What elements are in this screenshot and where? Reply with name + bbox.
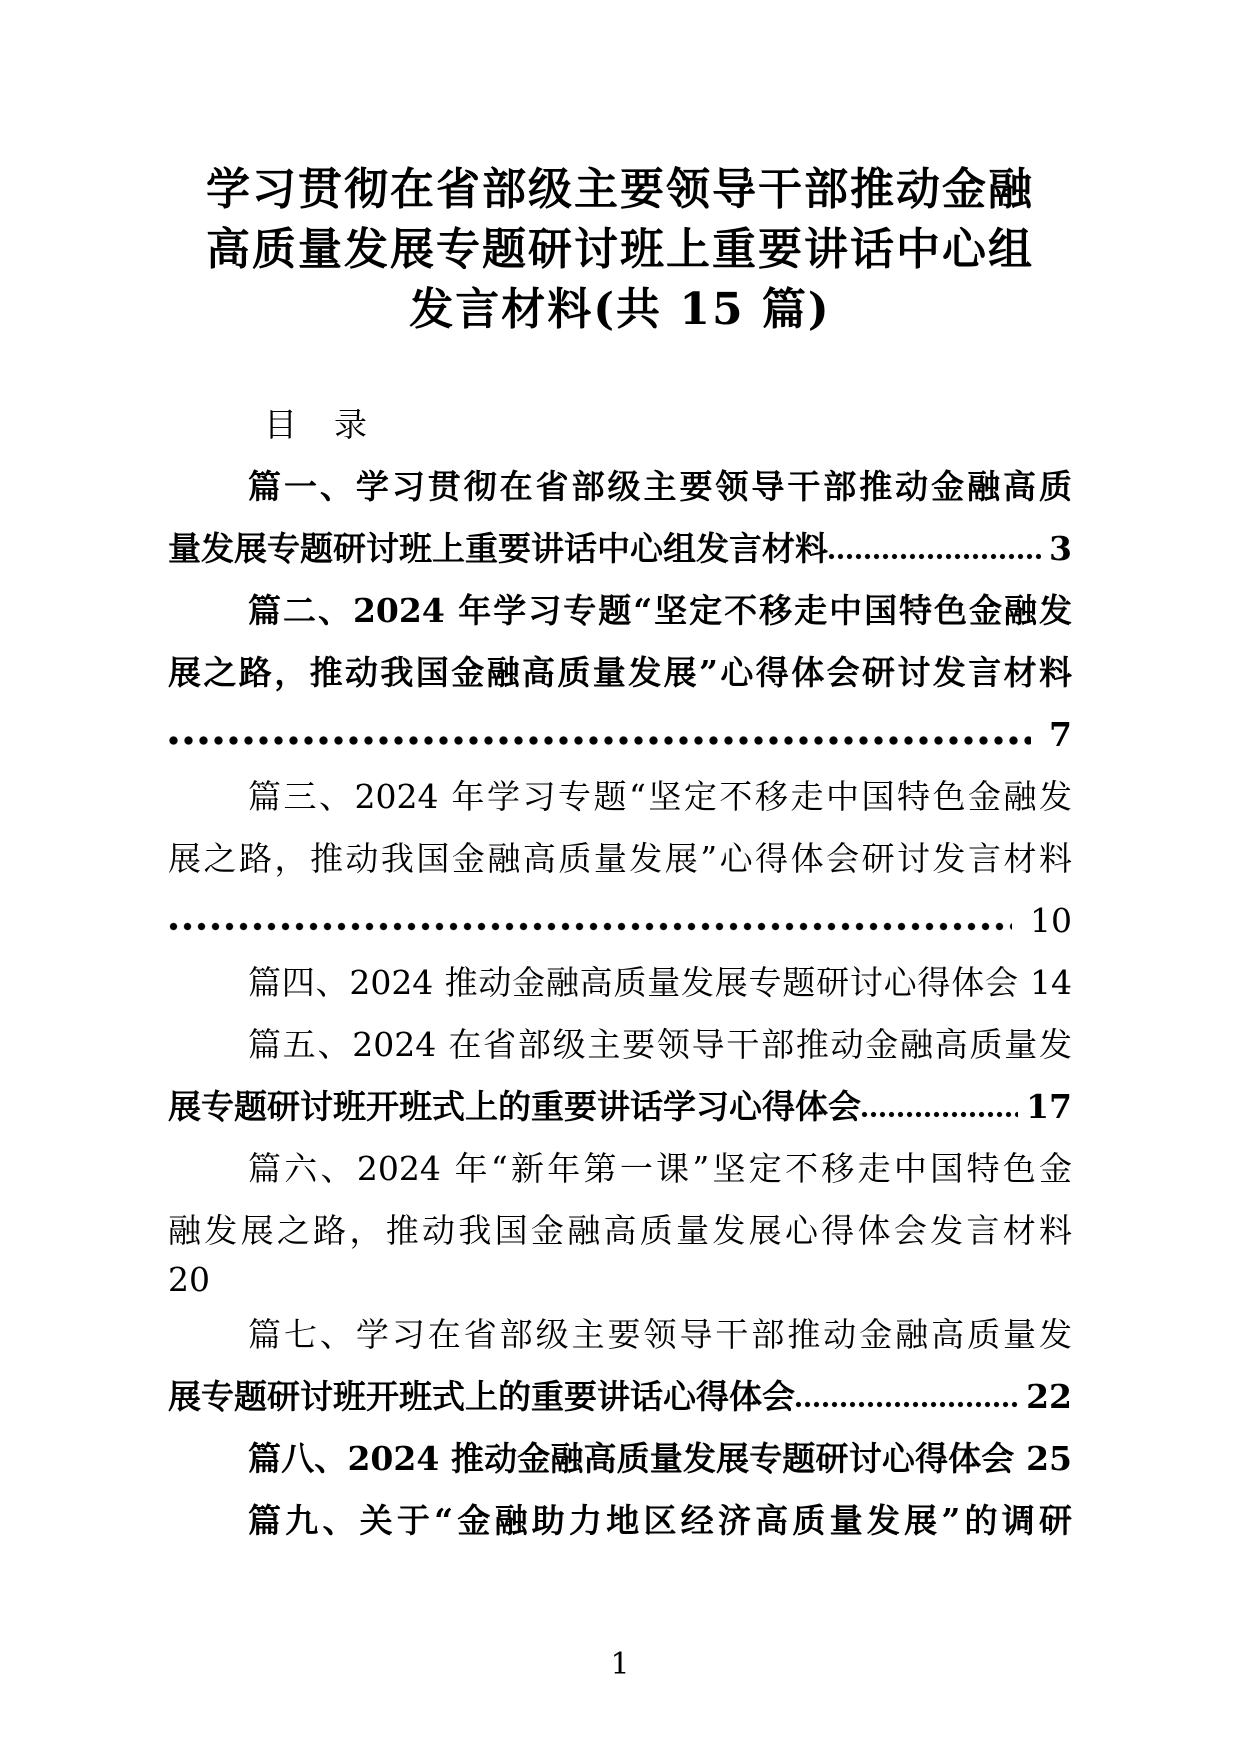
- toc-line: 篇一、学习贯彻在省部级主要领导干部推动金融高质: [248, 467, 1072, 506]
- dot-leader: [828, 553, 1041, 560]
- toc-line-text: 展专题研讨班开班式上的重要讲话心得体会: [168, 1377, 795, 1416]
- document-title: [0, 0, 1240, 340]
- toc-line: 篇八、2024 推动金融高质量发展专题研讨心得体会 25: [248, 1439, 1072, 1478]
- toc-heading: 目 录: [264, 405, 369, 444]
- dot-leader: [795, 1401, 1018, 1408]
- toc-line-text: 量发展专题研讨班上重要讲话中心组发言材料: [168, 529, 828, 568]
- toc-page-number: 10: [1030, 901, 1072, 940]
- toc-line-text: 展专题研讨班开班式上的重要讲话学习心得体会: [168, 1087, 861, 1126]
- toc-line: 篇四、2024 推动金融高质量发展专题研讨心得体会 14: [248, 963, 1072, 1002]
- toc-lines: [168, 456, 1072, 1552]
- toc-line: 融发展之路，推动我国金融高质量发展心得体会发言材料: [168, 1211, 1072, 1250]
- toc-line: 篇九、关于“金融助力地区经济高质量发展”的调研: [248, 1501, 1072, 1540]
- toc-line: 20: [168, 1260, 210, 1299]
- page-number: 1: [610, 1647, 630, 1682]
- title-line-2: 高质量发展专题研讨班上重要讲话中心组: [206, 224, 1034, 275]
- toc-line: 篇六、2024 年“新年第一课”坚定不移走中国特色金: [248, 1149, 1072, 1188]
- toc-line: 展之路，推动我国金融高质量发展”心得体会研讨发言材料: [168, 839, 1072, 878]
- toc-line: [168, 890, 1072, 952]
- title-line-1: 学习贯彻在省部级主要领导干部推动金融: [206, 164, 1034, 215]
- table-of-contents: [168, 394, 1072, 1552]
- toc-line: 篇三、2024 年学习专题“坚定不移走中国特色金融发: [248, 777, 1072, 816]
- toc-line: 篇七、学习在省部级主要领导干部推动金融高质量发: [248, 1315, 1072, 1354]
- toc-line: [168, 1076, 1072, 1138]
- toc-line: [168, 704, 1072, 766]
- toc-line: [168, 518, 1072, 580]
- toc-page-number: 22: [1026, 1377, 1072, 1416]
- toc-page-number: 3: [1049, 529, 1072, 568]
- dot-leader: [168, 735, 1031, 746]
- dot-leader: [168, 921, 1012, 932]
- toc-line: 展之路，推动我国金融高质量发展”心得体会研讨发言材料: [168, 653, 1072, 692]
- dot-leader: [861, 1111, 1018, 1118]
- toc-page-number: 7: [1049, 715, 1072, 754]
- page-footer: [0, 1645, 1240, 1685]
- toc-line: 篇二、2024 年学习专题“坚定不移走中国特色金融发: [248, 591, 1072, 630]
- toc-line: [168, 1366, 1072, 1428]
- toc-page-number: 17: [1026, 1087, 1072, 1126]
- toc-line: 篇五、2024 在省部级主要领导干部推动金融高质量发: [248, 1025, 1072, 1064]
- title-line-3: 发言材料(共 15 篇): [409, 284, 831, 335]
